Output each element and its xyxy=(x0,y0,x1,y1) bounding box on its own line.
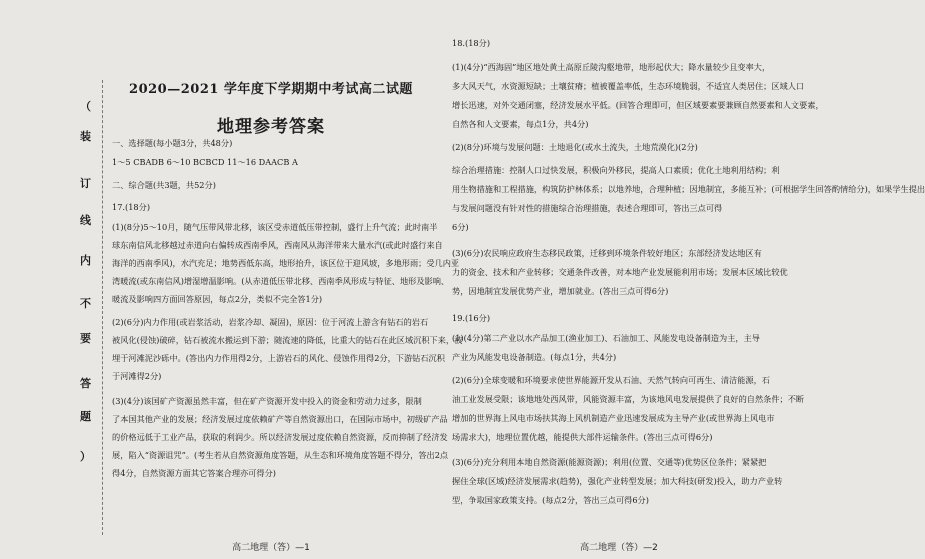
answer-line: 势，因地制宜发展优势产业，增加就业。(答出三点可得6分) xyxy=(452,286,669,296)
answer-line: 产业为风能发电设备制造。(每点1分，共4分) xyxy=(452,352,617,362)
answer-line: 6分) xyxy=(452,222,469,232)
answer-line: 与发展问题没有针对性的措施综合治理措施，表述合理即可，答出三点可得 xyxy=(452,203,723,213)
exam-title: 2020—2021 学年度下学期期中考试高二试题 xyxy=(129,82,413,97)
binding-char: （ xyxy=(80,100,91,113)
answer-line: 用生物措施和工程措施，构筑防护林体系；以地养地，合理种植；因地制宜，多能互补；(可根据学生回答酌情给分)，如果学生提出 xyxy=(452,184,925,194)
answer-line: 握住全球(区域)经济发展需求(趋势)，强化产业转型发展；加大科技(研发)投入，助力产业转 xyxy=(452,476,783,486)
answer-line: (2)(6分)内力作用(或岩浆活动，岩浆冷却、凝固)，原因：位于河流上游含有钻石的岩石 xyxy=(112,317,429,327)
answer-line: 海洋的西南季风)，水汽充足；地势西低东高，地形抬升，该区位于迎风坡，多地形雨；受几内亚 xyxy=(112,258,460,268)
answer-line: 油工业发展受限；该地地处西风带，风能资源丰富，为该地风电发展提供了良好的自然条件；不断 xyxy=(452,394,805,404)
answer-line: 埋于河滩泥沙砾中。(答出内力作用得2分，上游岩石的风化、侵蚀作用得2分，下游钻石沉积 xyxy=(112,353,445,363)
binding-char: 装 xyxy=(80,130,91,143)
answer-line: 了本国其他产业的发展；经济发展过度依赖矿产等自然资源出口，在国际市场中，初级矿产品 xyxy=(112,414,448,424)
binding-char: 订 xyxy=(80,177,91,190)
binding-char: 不 xyxy=(80,297,91,310)
right-column xyxy=(452,0,925,559)
answer-line: 得4分，自然资源方面其它答案合理亦可得分) xyxy=(112,468,276,478)
binding-char: ） xyxy=(80,450,91,463)
answer-line: (2)(8分)环境与发展问题：土地退化(或水土流失，土地荒漠化)(2分) xyxy=(452,142,698,152)
answer-line: 增长迅速，对外交通闭塞，经济发展水平低。(回答合理即可，但区域要素要兼顾自然要素和人文要素， xyxy=(452,100,824,110)
binding-char: 答 xyxy=(80,377,91,390)
answer-line: 综合治理措施：控制人口过快发展，积极向外移民，提高人口素质；优化土地利用结构；利 xyxy=(452,165,780,175)
answer-line: 19.(16分) xyxy=(452,313,491,323)
answer-line: 场需求大)，地理位置优越，能提供大部件运输条件。(答出三点可得6分) xyxy=(452,432,713,442)
doc-title: 地理参考答案 xyxy=(217,117,325,137)
answer-line: (3)(4分)该国矿产资源虽然丰富，但在矿产资源开发中投入的资金和劳动力过多，限制 xyxy=(112,396,422,406)
answer-line: 多大风天气，水资源短缺；土壤贫瘠；植被覆盖率低，生态环境脆弱，不适宜人类居住；区域人口 xyxy=(452,81,805,91)
answer-line: (3)(6分)农民响应政府生态移民政策，迁移到环境条件较好地区；东部经济发达地区有 xyxy=(452,248,762,258)
answer-line: 18.(18分) xyxy=(452,38,491,48)
binding-char: 线 xyxy=(80,214,91,227)
answer-line: (1)(4分)“西海固”地区地处黄土高原丘陵沟壑地带，地形起伏大；降水量较少且变率大， xyxy=(452,62,771,72)
answer-line: (3)(6分)充分利用本地自然资源(能源资源)；利用(位置、交通等)优势区位条件；紧紧把 xyxy=(452,457,767,467)
answer-line: (1)(4分)第二产业以水产品加工(渔业加工)、石油加工、风能发电设备制造为主，主导 xyxy=(452,333,760,343)
answer-line: (1)(8分)5～10月，随气压带风带北移，该区受赤道低压带控制，盛行上升气流；此时南半 xyxy=(112,222,438,232)
binding-char: 要 xyxy=(80,332,91,345)
answer-line: 湾暖流(或东南信风)增湿增温影响。(从赤道低压带北移、西南季风形成与特征、地形及影响、 xyxy=(112,276,450,286)
binding-char: 题 xyxy=(80,410,91,423)
answer-line: 一、选择题(每小题3分，共48分) xyxy=(112,138,233,148)
answer-line: 增加的世界海上风电市场扶其海上风机制造产业迅速发展成为主导产业(或世界海上风电市 xyxy=(452,413,775,423)
header xyxy=(112,78,430,137)
answer-line: 型，争取国家政策支持。(每点2分，答出三点可得6分) xyxy=(452,495,649,505)
answer-line: 二、综合题(共3题，共52分) xyxy=(112,180,216,190)
answer-line: 17.(18分) xyxy=(112,202,151,212)
answer-line: 被风化(侵蚀)破碎，钻石被流水搬运到下游；随流速的降低，比重大的钻石在此区域沉积下来，被 xyxy=(112,335,463,345)
answer-line: 的价格远低于工业产品，获取的利润少。所以经济发展过度依赖自然资源，反而抑制了经济发 xyxy=(112,432,448,442)
answer-line: 力的资金、技术和产业转移；交通条件改善，对本地产业发展能利用市场；发展本区域比较优 xyxy=(452,267,788,277)
left-column xyxy=(112,0,463,559)
answer-line: 展，陷入“资源诅咒”。(考生若从自然资源角度答题，从生态和环境角度答题不得分，答出2点 xyxy=(112,450,449,460)
answer-line: 自然各和人文要素，每点1分，共4分) xyxy=(452,119,589,129)
answer-line: 1～5 CBADB 6～10 BCBCD 11～16 DAACB A xyxy=(112,157,298,167)
binding-char: 内 xyxy=(80,254,91,267)
page-footer-right: 高二地理（答）—2 xyxy=(580,543,658,553)
page-footer-left: 高二地理（答）—1 xyxy=(232,543,310,553)
answer-line: 于河滩得2分) xyxy=(112,371,162,381)
answer-line: 球东南信风北移越过赤道向右偏转成西南季风，西南风从海洋带来大量水汽(或此时盛行来自 xyxy=(112,240,443,250)
answer-line: 暖流及影响四方面回答原因，每点2分，类似不完全答1分) xyxy=(112,294,323,304)
answer-line: (2)(6分)全球变暖和环境要求使世界能源开发从石油、天然气转向可再生、清洁能源，石 xyxy=(452,375,770,385)
